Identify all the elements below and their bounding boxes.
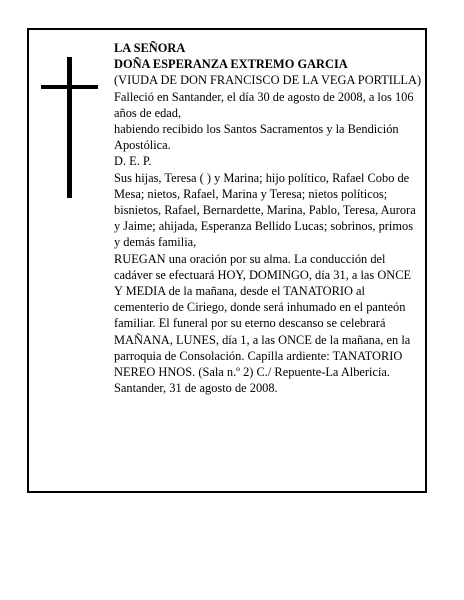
cross-horizontal-bar <box>41 85 98 89</box>
cross-vertical-bar <box>67 57 72 198</box>
place-date: Santander, 31 de agosto de 2008. <box>114 381 278 396</box>
title-line-1: LA SEÑORA <box>114 41 186 55</box>
death-info: Falleció en Santander, el día 30 de agosto de 2008, a los 106 años de edad, <box>114 89 414 120</box>
family-list: Sus hijas, Teresa ( ) y Marina; hijo político, Rafael Cobo de Mesa; nietos, Rafael, Marina y Teresa; nietos políticos; bisnietos, Rafael, Bernardette, Marina, Pablo, Teresa, Aurora y Jaime; ahijada, Esperanza Bellido Lucas; sobrinos, primos y demás familia, <box>114 170 416 250</box>
service-details: RUEGAN una oración por su alma. La conducción del cadáver se efectuará HOY, DOMINGO, día 31, a las ONCE Y MEDIA de la mañana, desde el TANATORIO al cementerio de Ciriego, donde será inhumado en el panteón familiar. El funeral por su eterno descanso se celebrará MAÑANA, LUNES, día 1, a las ONCE de la mañana, en la parroquia de Consolación. Capilla ardiente: TANATORIO NEREO HNOS. (Sala n.º 2) C./ Repuente-La Albericia. <box>114 251 412 380</box>
sacraments-line: habiendo recibido los Santos Sacramentos y la Bendición Apostólica. <box>114 122 399 153</box>
deceased-name: DOÑA ESPERANZA EXTREMO GARCIA <box>114 57 348 72</box>
rip-line: D. E. P. <box>114 154 152 169</box>
obituary-notice <box>27 28 427 493</box>
notice-text <box>114 40 422 396</box>
widow-note: (VIUDA DE DON FRANCISCO DE LA VEGA PORTILLA) <box>114 73 422 88</box>
